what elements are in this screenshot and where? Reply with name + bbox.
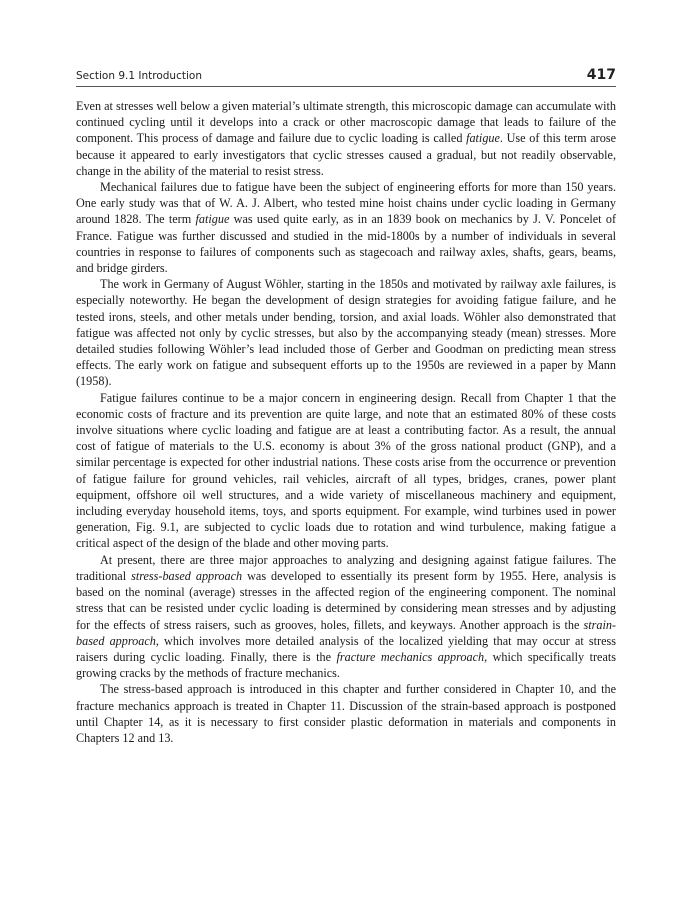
- text-run: Mechanical failures due to fatigue have been the subject of engineering efforts for more than 150 years. One early study was that of W. A. J. Albert, who tested mine hoist chains under cyclic loading in Germany around 1828. The term: [76, 180, 616, 227]
- paragraph: [76, 179, 616, 276]
- text-run: At present, there are three major approaches to analyzing and designing against fatigue failures. The traditional: [76, 552, 616, 583]
- text-run: . Use of this term arose because it appeared to early investigators that cyclic stresses caused a gradual, but not readily observable, change in the ability of the material to resist stress.: [76, 131, 616, 178]
- italic-term: fatigue: [195, 212, 230, 227]
- page-number: 417: [586, 67, 616, 83]
- text-run: was developed to essentially its present form by 1955. Here, analysis is based on the nominal (average) stresses in the affected region of the engineering component. The nominal stress that can be resisted under cyclic loading is determined by considering mean stresses and by adjusting for the effects of stress raisers, such as grooves, holes, fillets, and keyways. Another approach is the: [76, 568, 617, 632]
- body-text: [76, 98, 616, 746]
- italic-term: strain-based approach: [76, 617, 616, 648]
- paragraph: [76, 98, 616, 179]
- running-head: [76, 62, 616, 87]
- text-run: was used quite early, as in an 1839 book on mechanics by J. V. Poncelet of France. Fatigue was further discussed and studied in the mid-1800s by a number of individuals in several countries in response to failures of components such as stagecoach and railway axles, shafts, gears, beams, and bridge girders.: [76, 212, 617, 276]
- text-run: Fatigue failures continue to be a major concern in engineering design. Recall from Chapter 1 that the economic costs of fracture and its prevention are quite large, and note that an estimated 80% of these costs involve situations where cyclic loading and fatigue are at least a contributing factor. As a result, the annual cost of fatigue of materials to the U.S. economy is about 3% of the gross national product (GNP), and a similar percentage is expected for other industrial nations. These costs arise from the occurrence or prevention of fatigue failure for ground vehicles, rail vehicles, aircraft of all types, bridges, cranes, power plant equipment, offshore oil well structures, and a wide variety of miscellaneous machinery and equipment, including everyday household items, toys, and sports equipment. For example, wind turbines used in power generation, Fig. 9.1, are subjected to cyclic loads due to rotation and wind turbulence, making fatigue a critical aspect of the design of the blade and other moving parts.: [76, 390, 616, 551]
- italic-term: stress-based approach: [131, 568, 243, 583]
- text-run: , which involves more detailed analysis of the localized yielding that may occur at stress raisers during cyclic loading. Finally, there is the: [76, 633, 616, 664]
- paragraph: [76, 552, 616, 682]
- text-run: Even at stresses well below a given material’s ultimate strength, this microscopic damage can accumulate with continued cycling until it develops into a crack or other macroscopic damage that leads to failure of the component. This process of damage and failure due to cyclic loading is called: [76, 99, 616, 146]
- paragraph: [76, 276, 616, 389]
- paragraph: [76, 681, 616, 746]
- italic-term: fracture mechanics approach: [336, 649, 485, 664]
- italic-term: fatigue: [466, 131, 500, 146]
- text-run: The work in Germany of August Wöhler, starting in the 1850s and motivated by railway axle failures, is especially noteworthy. He began the development of design strategies for avoiding fatigue failure, and he tested irons, steels, and other metals under bending, torsion, and axial loads. Wöhler also demonstrated that fatigue was affected not only by cyclic stresses, but also by the accompanying steady (mean) stresses. More detailed studies following Wöhler’s lead included those of Gerber and Goodman on predicting mean stress effects. The early work on fatigue and subsequent efforts up to the 1950s are reviewed in a paper by Mann (1958).: [76, 277, 616, 389]
- paragraph: [76, 390, 616, 552]
- text-run: , which specifically treats growing cracks by the methods of fracture mechanics.: [76, 649, 616, 681]
- text-run: The stress-based approach is introduced in this chapter and further considered in Chapter 10, and the fracture mechanics approach is treated in Chapter 11. Discussion of the strain-based approach is postponed until Chapter 14, as it is necessary to first consider plastic deformation in materials and components in Chapters 12 and 13.: [76, 682, 616, 745]
- section-title: Section 9.1 Introduction: [76, 70, 202, 82]
